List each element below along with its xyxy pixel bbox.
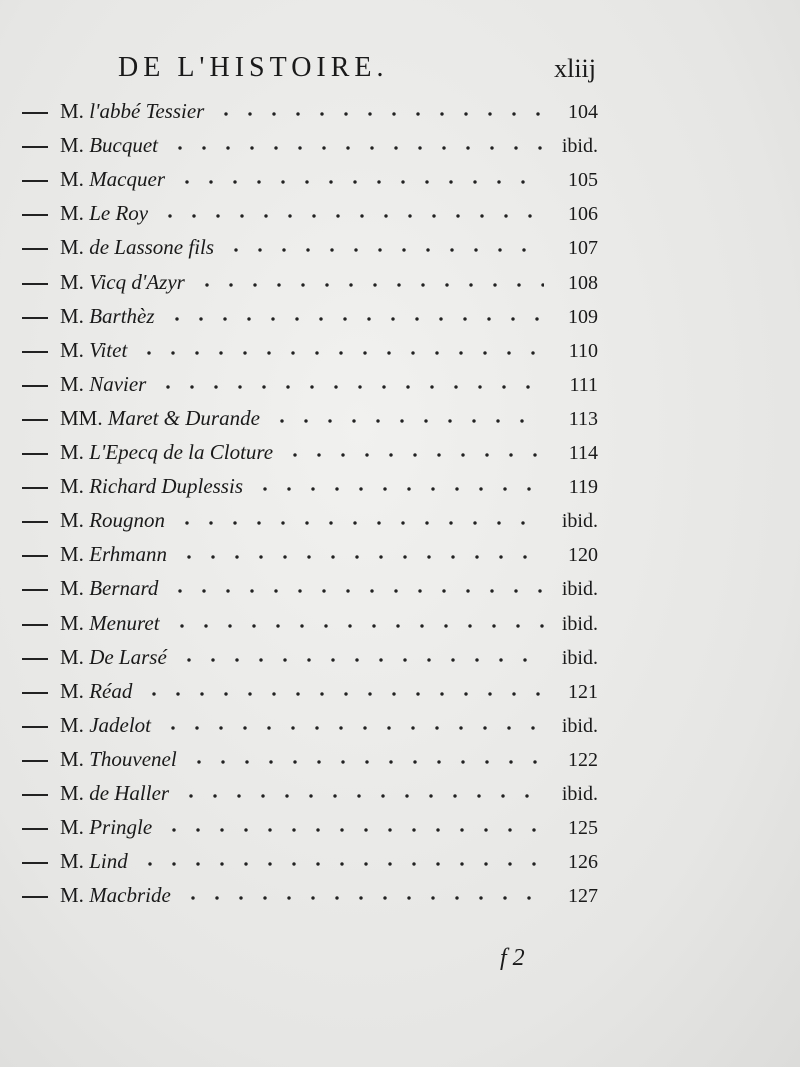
- entry-surname: Réad: [89, 678, 133, 703]
- entry-prefix: M.: [60, 303, 84, 328]
- entry-page-number: 110: [568, 339, 598, 362]
- entry-dash: [22, 760, 48, 762]
- entry-name: [60, 99, 204, 124]
- entry-surname: De Larsé: [89, 644, 167, 669]
- entry-dash: [22, 555, 48, 557]
- toc-entry: [22, 738, 598, 772]
- entry-dash: [22, 385, 48, 387]
- entry-surname: de Haller: [89, 780, 170, 805]
- entry-name: [60, 542, 167, 567]
- entry-name: [60, 304, 155, 329]
- entry-name: [60, 645, 167, 670]
- entry-prefix: M.: [60, 644, 84, 669]
- entry-surname: Vicq d'Azyr: [89, 269, 185, 294]
- dot-leader: [156, 385, 544, 389]
- entry-dash: [22, 214, 48, 216]
- dot-leader: [187, 760, 544, 764]
- toc-entry: [22, 874, 598, 908]
- entry-name: [60, 133, 158, 158]
- entry-surname: l'abbé Tessier: [89, 99, 205, 124]
- dot-leader: [138, 862, 544, 866]
- dot-leader: [175, 180, 544, 184]
- entry-prefix: M.: [60, 167, 84, 192]
- toc-entry: [22, 636, 598, 670]
- entry-dash: [22, 351, 48, 353]
- entry-page-number: 108: [568, 271, 598, 294]
- entry-surname: Navier: [89, 371, 147, 396]
- entry-name: [60, 747, 177, 772]
- toc-entry: [22, 499, 598, 533]
- entry-prefix: M.: [60, 201, 84, 226]
- toc-entry: [22, 465, 598, 499]
- dot-leader: [142, 692, 544, 696]
- toc-entry: [22, 601, 598, 635]
- entry-prefix: M.: [60, 440, 84, 465]
- entry-page-number: 104: [568, 101, 598, 124]
- running-title: DE L'HISTOIRE.: [118, 52, 389, 83]
- entry-name: [60, 781, 169, 806]
- toc-entry: [22, 226, 598, 260]
- entry-name: [60, 270, 185, 295]
- dot-leader: [179, 794, 544, 798]
- entry-dash: [22, 658, 48, 660]
- signature-mark: f 2: [500, 945, 525, 971]
- entry-name: [60, 372, 146, 397]
- entry-dash: [22, 146, 48, 148]
- entry-prefix: M.: [60, 712, 84, 737]
- entry-surname: Macbride: [89, 883, 171, 908]
- entry-dash: [22, 692, 48, 694]
- entry-dash: [22, 453, 48, 455]
- entry-surname: Bucquet: [89, 133, 158, 158]
- entry-name: [60, 679, 132, 704]
- entry-surname: Erhmann: [89, 542, 167, 567]
- entry-prefix: M.: [60, 508, 84, 533]
- entry-page-number: ibid.: [561, 510, 598, 533]
- entry-surname: Lind: [89, 849, 128, 874]
- entry-page-number: 114: [568, 442, 598, 465]
- entry-name: [60, 406, 260, 431]
- entry-page-number: 125: [568, 817, 598, 840]
- entry-dash: [22, 419, 48, 421]
- entry-dash: [22, 896, 48, 898]
- toc-entry: [22, 567, 598, 601]
- entry-prefix: M.: [60, 883, 84, 908]
- entry-page-number: 122: [568, 748, 598, 771]
- toc-entry: [22, 90, 598, 124]
- entry-dash: [22, 521, 48, 523]
- entry-dash: [22, 828, 48, 830]
- entry-page-number: ibid.: [561, 646, 598, 669]
- entry-dash: [22, 862, 48, 864]
- entry-name: [60, 576, 158, 601]
- entry-page-number: 105: [568, 169, 598, 192]
- entry-prefix: M.: [60, 99, 84, 124]
- entry-prefix: M.: [60, 474, 84, 499]
- dot-leader: [175, 521, 544, 525]
- entry-page-number: 107: [568, 237, 598, 260]
- entry-name: [60, 815, 152, 840]
- entry-dash: [22, 487, 48, 489]
- dot-leader: [162, 828, 544, 832]
- dot-leader: [177, 555, 544, 559]
- entry-prefix: M.: [60, 337, 84, 362]
- dot-leader: [224, 248, 544, 252]
- table-of-contents: [22, 90, 598, 908]
- entry-name: [60, 201, 148, 226]
- entry-name: [60, 338, 127, 363]
- entry-dash: [22, 726, 48, 728]
- entry-surname: Jadelot: [89, 712, 151, 737]
- entry-surname: Menuret: [89, 610, 160, 635]
- toc-entry: [22, 806, 598, 840]
- entry-name: [60, 167, 165, 192]
- entry-page-number: 111: [569, 373, 598, 396]
- dot-leader: [137, 351, 544, 355]
- dot-leader: [283, 453, 544, 457]
- entry-page-number: ibid.: [561, 714, 598, 737]
- dot-leader: [158, 214, 544, 218]
- entry-page-number: 106: [568, 203, 598, 226]
- entry-dash: [22, 112, 48, 114]
- entry-page-number: 127: [568, 885, 598, 908]
- entry-dash: [22, 624, 48, 626]
- entry-surname: Bernard: [89, 576, 159, 601]
- toc-entry: [22, 431, 598, 465]
- folio-page-number: xliij: [554, 54, 596, 83]
- entry-name: [60, 235, 214, 260]
- entry-surname: Maret & Durande: [107, 405, 260, 430]
- entry-page-number: 113: [568, 407, 598, 430]
- entry-surname: Thouvenel: [89, 746, 177, 771]
- entry-prefix: M.: [60, 678, 84, 703]
- entry-page-number: ibid.: [561, 135, 598, 158]
- entry-prefix: M.: [60, 235, 84, 260]
- entry-name: [60, 611, 160, 636]
- entry-page-number: ibid.: [561, 578, 598, 601]
- entry-prefix: M.: [60, 815, 84, 840]
- entry-prefix: M.: [60, 542, 84, 567]
- entry-name: [60, 713, 151, 738]
- toc-entry: [22, 397, 598, 431]
- dot-leader: [168, 146, 544, 150]
- entry-name: [60, 883, 171, 908]
- entry-name: [60, 508, 165, 533]
- page-header: [118, 52, 596, 92]
- entry-prefix: M.: [60, 133, 84, 158]
- entry-prefix: M.: [60, 780, 84, 805]
- entry-page-number: 109: [568, 305, 598, 328]
- entry-surname: Le Roy: [89, 201, 149, 226]
- toc-entry: [22, 704, 598, 738]
- dot-leader: [195, 283, 544, 287]
- entry-page-number: ibid.: [561, 612, 598, 635]
- toc-entry: [22, 192, 598, 226]
- dot-leader: [253, 487, 544, 491]
- entry-surname: Barthèz: [89, 303, 155, 328]
- entry-dash: [22, 317, 48, 319]
- entry-dash: [22, 283, 48, 285]
- entry-prefix: MM.: [60, 405, 103, 430]
- entry-surname: Macquer: [89, 167, 165, 192]
- dot-leader: [181, 896, 544, 900]
- dot-leader: [168, 589, 544, 593]
- dot-leader: [161, 726, 544, 730]
- toc-entry: [22, 260, 598, 294]
- entry-prefix: M.: [60, 269, 84, 294]
- entry-surname: de Lassone fils: [89, 235, 215, 260]
- dot-leader: [270, 419, 544, 423]
- dot-leader: [165, 317, 544, 321]
- entry-prefix: M.: [60, 576, 84, 601]
- toc-entry: [22, 124, 598, 158]
- entry-dash: [22, 248, 48, 250]
- entry-dash: [22, 794, 48, 796]
- entry-surname: Rougnon: [89, 508, 166, 533]
- entry-name: [60, 440, 273, 465]
- toc-entry: [22, 840, 598, 874]
- entry-prefix: M.: [60, 849, 84, 874]
- entry-surname: Vitet: [89, 337, 128, 362]
- toc-entry: [22, 533, 598, 567]
- entry-dash: [22, 180, 48, 182]
- dot-leader: [170, 624, 544, 628]
- entry-surname: Richard Duplessis: [89, 474, 243, 499]
- entry-prefix: M.: [60, 371, 84, 396]
- toc-entry: [22, 363, 598, 397]
- entry-page-number: ibid.: [561, 782, 598, 805]
- entry-dash: [22, 589, 48, 591]
- dot-leader: [214, 112, 544, 116]
- entry-name: [60, 474, 243, 499]
- entry-name: [60, 849, 128, 874]
- entry-page-number: 120: [568, 544, 598, 567]
- toc-entry: [22, 670, 598, 704]
- entry-page-number: 121: [568, 680, 598, 703]
- toc-entry: [22, 329, 598, 363]
- entry-prefix: M.: [60, 746, 84, 771]
- entry-surname: L'Epecq de la Cloture: [89, 440, 274, 465]
- entry-prefix: M.: [60, 610, 84, 635]
- toc-entry: [22, 295, 598, 329]
- toc-entry: [22, 158, 598, 192]
- entry-surname: Pringle: [89, 815, 153, 840]
- entry-page-number: 126: [568, 851, 598, 874]
- toc-entry: [22, 772, 598, 806]
- dot-leader: [177, 658, 544, 662]
- entry-page-number: 119: [568, 476, 598, 499]
